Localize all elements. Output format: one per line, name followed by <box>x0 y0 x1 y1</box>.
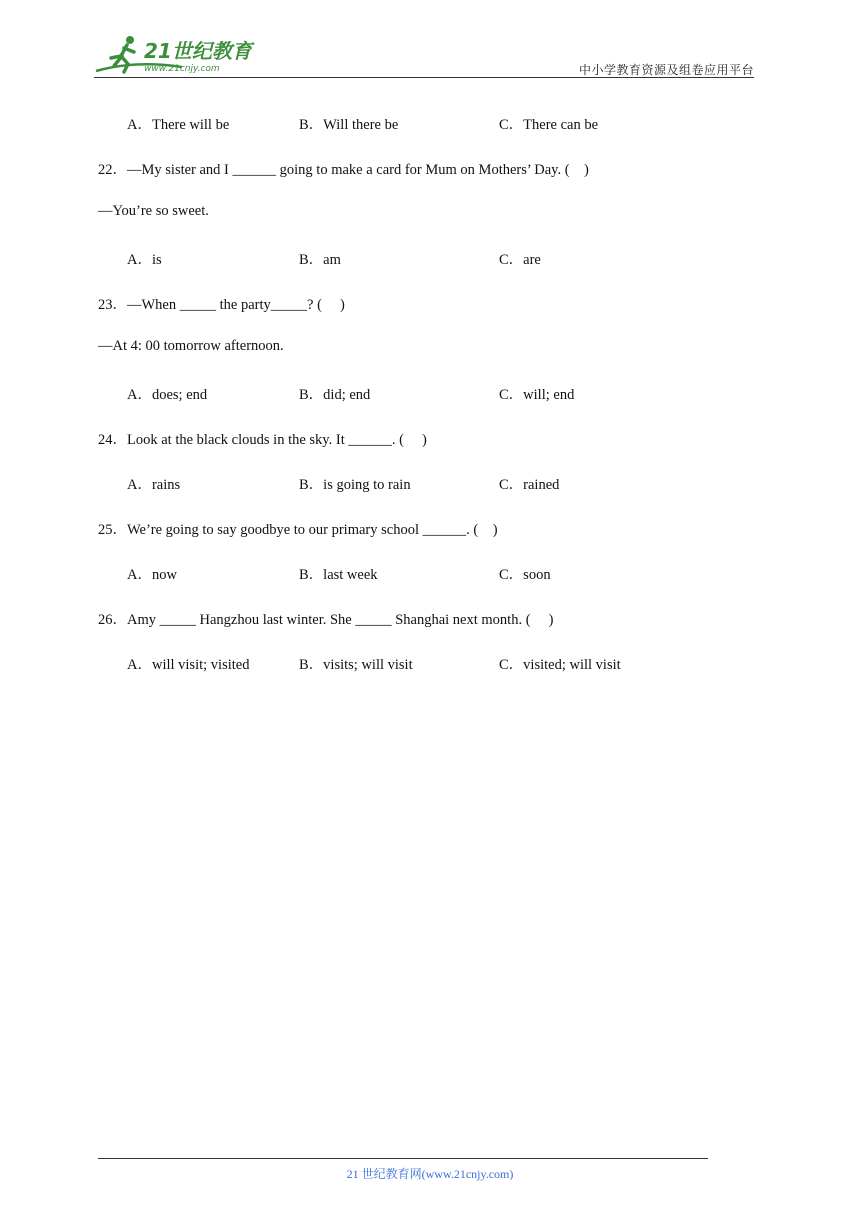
logo-text: 21世纪教育 <box>144 39 252 63</box>
q22-option-b: B．am <box>299 252 341 268</box>
footer-divider <box>98 1158 708 1159</box>
q23-option-b: B．did; end <box>299 387 371 403</box>
q23-option-c: C．will; end <box>499 387 575 403</box>
q26-option-a: A．will visit; visited <box>127 657 250 673</box>
logo-url: www.21cnjy.com <box>144 64 220 74</box>
footer-site-link[interactable]: 21 世纪教育网(www.21cnjy.com) <box>346 1167 514 1181</box>
q23-option-a: A．does; end <box>127 387 208 403</box>
q26-stem: 26．Amy _____ Hangzhou last winter. She _____ Shanghai next month. ( ) <box>98 612 554 628</box>
q26-option-c: C．visited; will visit <box>499 657 621 673</box>
q22-stem: 22．—My sister and I ______ going to make a card for Mum on Mothers’ Day. ( ) <box>98 162 589 178</box>
q24-stem: 24．Look at the black clouds in the sky. It ______. ( ) <box>98 432 427 448</box>
q22-reply: —You’re so sweet. <box>98 203 209 219</box>
q24-option-a: A．rains <box>127 477 181 493</box>
q21-option-b: B．Will there be <box>299 117 399 133</box>
q21-option-c: C．There can be <box>499 117 599 133</box>
q25-option-c: C．soon <box>499 567 551 583</box>
q26-option-b: B．visits; will visit <box>299 657 413 673</box>
q22-option-a: A．is <box>127 252 162 268</box>
q25-stem: 25．We’re going to say goodbye to our primary school ______. ( ) <box>98 522 498 538</box>
q23-stem: 23．—When _____ the party_____? ( ) <box>98 297 345 313</box>
q25-option-a: A．now <box>127 567 177 583</box>
q23-reply: —At 4: 00 tomorrow afternoon. <box>98 338 284 354</box>
q25-option-b: B．last week <box>299 567 378 583</box>
q24-option-c: C．rained <box>499 477 560 493</box>
q24-option-b: B．is going to rain <box>299 477 411 493</box>
q21-option-a: A．There will be <box>127 117 230 133</box>
site-logo <box>94 34 259 76</box>
q22-option-c: C．are <box>499 252 541 268</box>
header-divider <box>94 77 754 78</box>
header-platform-name: 中小学教育资源及组卷应用平台 <box>578 63 754 77</box>
